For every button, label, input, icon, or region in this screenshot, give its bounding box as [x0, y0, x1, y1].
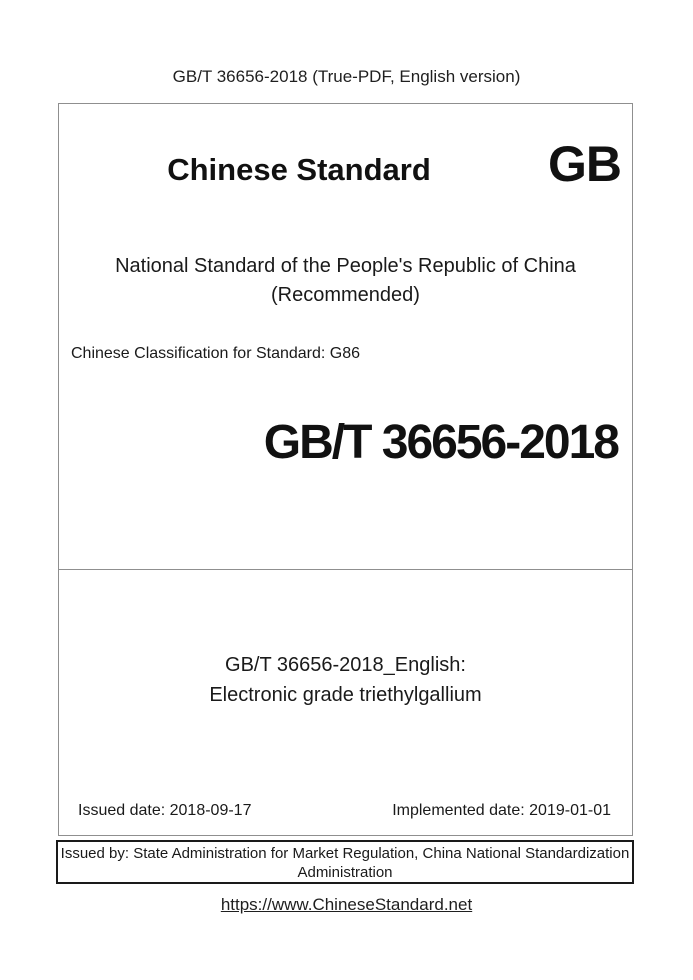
issued-date-label: Issued date: 2018-09-17	[78, 802, 252, 819]
standard-number-title: GB/T 36656-2018	[263, 416, 618, 469]
brand-title: Chinese Standard	[167, 152, 431, 187]
english-title	[59, 650, 632, 710]
english-title-line1: GB/T 36656-2018_English:	[225, 654, 466, 676]
cover-info-box	[58, 569, 633, 836]
website-link[interactable]: https://www.ChineseStandard.net	[220, 895, 473, 914]
issuer-line2: Administration	[297, 864, 393, 881]
english-title-line2: Electronic grade triethylgallium	[209, 684, 482, 706]
gb-logo: GB	[548, 136, 621, 192]
footer	[0, 894, 693, 916]
cover-main-box	[58, 103, 633, 570]
national-standard-line1: National Standard of the People's Republic of China	[115, 255, 576, 277]
classification-label: Chinese Classification for Standard: G86	[71, 345, 361, 362]
implemented-date-label: Implemented date: 2019-01-01	[392, 802, 611, 819]
issuer-line1: Issued by: State Administration for Market Regulation, China National Standardization	[60, 845, 630, 862]
issuer-box	[56, 840, 634, 884]
issuer-text	[58, 844, 632, 882]
national-standard-line2: (Recommended)	[271, 284, 420, 306]
document-header-title: GB/T 36656-2018 (True-PDF, English version)	[172, 67, 521, 86]
national-standard-lines	[59, 252, 632, 310]
